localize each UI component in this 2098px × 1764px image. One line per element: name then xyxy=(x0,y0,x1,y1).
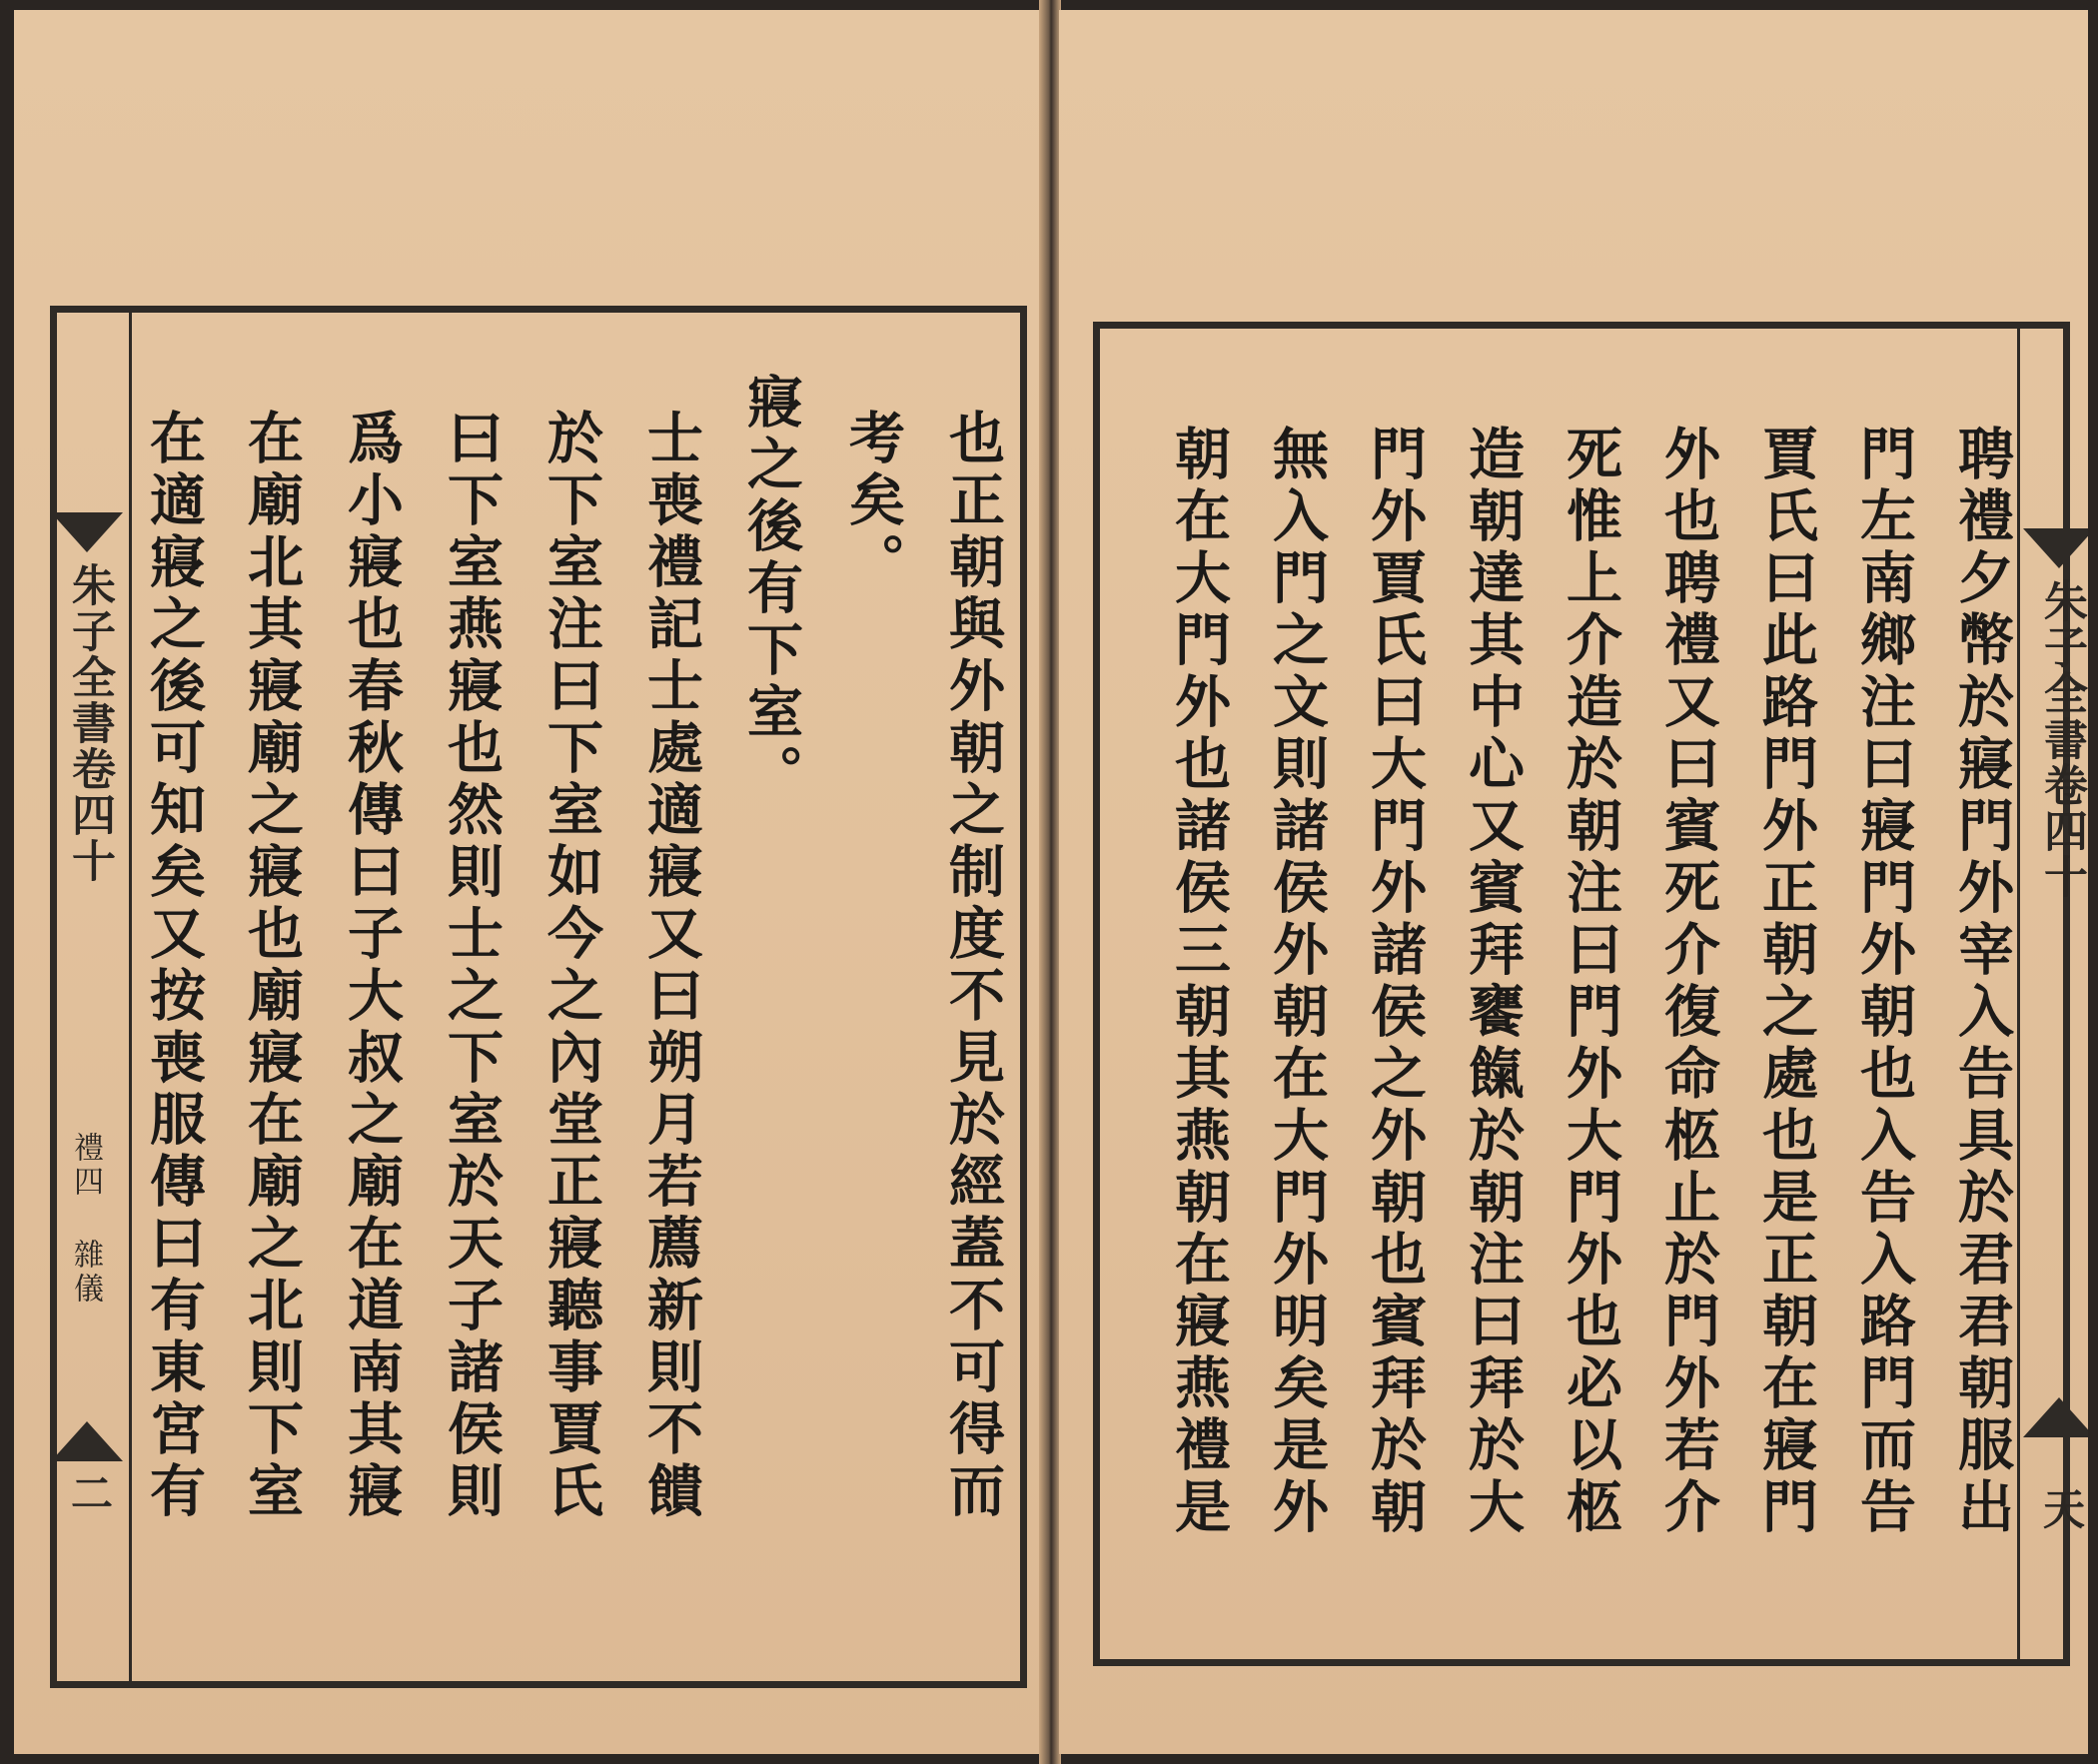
fishtail-top-mark xyxy=(51,512,123,552)
banxin-folio: 二 xyxy=(65,1471,114,1513)
text-column-3: 賈氏曰此路門外正朝之處也是正朝在寢門 xyxy=(1753,425,1819,1539)
fishtail-bottom-mark xyxy=(51,1421,123,1461)
text-column-8: 在廟北其寢廟之寢也廟寢在廟之北則下室 xyxy=(239,409,305,1523)
text-column-3: 寢之後有下室。 xyxy=(738,373,804,806)
text-column-8: 無入門之文則諸侯外朝在大門外明矣是外 xyxy=(1264,425,1330,1539)
text-column-4: 士喪禮記士處適寢又曰朔月若薦新則不饋 xyxy=(638,409,704,1523)
right-page xyxy=(1059,10,2088,1754)
text-column-5: 死惟上介造於朝注曰門外大門外也必以柩 xyxy=(1558,425,1623,1539)
left-page xyxy=(14,10,1043,1754)
banxin-rule xyxy=(129,313,132,1681)
right-banxin xyxy=(2023,329,2088,1659)
text-column-6: 造朝達其中心又賓拜饔餼於朝注曰拜於大 xyxy=(1460,425,1526,1539)
left-page-frame xyxy=(50,306,1027,1688)
text-column-7: 爲小寢也春秋傳曰子大叔之廟在道南其寢 xyxy=(339,409,405,1523)
right-page-frame xyxy=(1093,322,2087,1666)
text-column-7: 門外賈氏曰大門外諸侯之外朝也賓拜於朝 xyxy=(1362,425,1428,1539)
text-column-6: 曰下室燕寢也然則士之下室於天子諸侯則 xyxy=(439,409,505,1523)
text-column-5: 於下室注曰下室如今之內堂正寢聽事賈氏 xyxy=(538,409,604,1523)
banxin-folio: 天 xyxy=(2037,1487,2086,1529)
text-column-2: 考矣。 xyxy=(840,409,906,594)
book-gutter xyxy=(1039,0,1061,1764)
text-column-9: 在適寢之後可知矣又按喪服傳曰有東宮有 xyxy=(141,409,207,1523)
fishtail-top-mark xyxy=(2023,528,2088,568)
text-column-2: 門左南鄉注曰寢門外朝也入告入路門而告 xyxy=(1851,425,1917,1539)
banxin-rule xyxy=(2017,329,2020,1659)
left-banxin xyxy=(51,313,125,1681)
text-column-1: 聘禮夕幣於寢門外宰入告具於君君朝服出 xyxy=(1949,425,2015,1539)
banxin-section: 禮四 雜儀 xyxy=(68,1132,103,1307)
banxin-title: 朱子全書卷四十 xyxy=(64,562,115,884)
banxin-title: 朱子全書卷四十 xyxy=(2036,578,2087,900)
text-column-4: 外也聘禮又曰賓死介復命柩止於門外若介 xyxy=(1655,425,1721,1539)
text-column-9: 朝在大門外也諸侯三朝其燕朝在寢燕禮是 xyxy=(1166,425,1232,1539)
fishtail-bottom-mark xyxy=(2023,1397,2088,1437)
text-column-1: 也正朝與外朝之制度不見於經蓋不可得而 xyxy=(940,409,1006,1523)
